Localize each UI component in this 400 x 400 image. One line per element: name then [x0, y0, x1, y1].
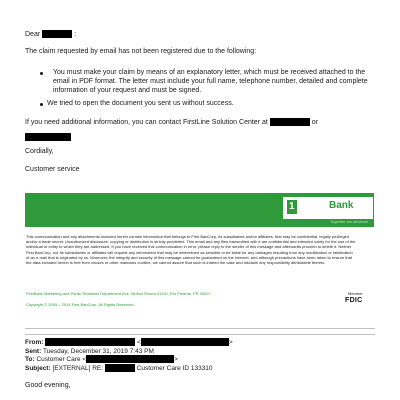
footer-copyright: Copyright © 2005 – 2015 First BanCorp. All Rights Reserved.: [26, 302, 135, 307]
from-label: From:: [25, 339, 44, 346]
redacted-name: [42, 30, 72, 38]
help-text: If you need additional information, you can contact FirstLine Solution Center at: [25, 119, 268, 126]
to-line: To: Customer Care < >: [25, 356, 178, 363]
greeting-line: Dear :: [25, 31, 77, 38]
bullet-dot: [40, 103, 43, 106]
subject-prefix: [EXTERNAL] RE:: [52, 365, 104, 372]
divider-top: [25, 328, 375, 329]
redacted-line: [25, 128, 71, 146]
logo-first: First: [301, 200, 323, 211]
sent-label: Sent:: [25, 348, 42, 355]
bullet-item-2: We tried to open the document you sent us without success.: [47, 100, 234, 107]
firstbank-banner: [25, 193, 374, 227]
redacted-phone: [270, 118, 310, 126]
help-or: or: [311, 119, 318, 126]
reply-greeting: Good evening,: [25, 382, 71, 389]
subject-suffix: Customer Care ID 133310: [136, 365, 213, 372]
help-line: [25, 118, 375, 127]
from-line: From: < >: [25, 339, 233, 346]
footer-address: FirstBank Marketing and Public Relations Department Ave. Muñoz Rivera #1130, Río Piedras, PR 00927.: [26, 291, 212, 296]
intro-text: The claim requested by email has not been registered due to the following:: [25, 48, 257, 55]
subject-line: [25, 364, 213, 373]
greeting-text: Dear: [25, 31, 41, 38]
divider-bottom: [25, 334, 375, 335]
fdic-logo: FDIC: [345, 297, 363, 304]
bullet-dot: [40, 72, 43, 75]
disclaimer-text: This communication and any attachments included herein contain information that belongs to First BanCorp, its subsidiaries and/or affiliates, that may be confidential, legally privileged and/or a trade secret. Unauthorized disclosure, copying or distribution is strictly prohibited. This email and any files transmitted with it are confidential and intended solely for the use of the individual or entity to which they are addressed. If you have received this communication in error, please reply to the sender of this message and afterwards proceed to delete it. Neither First BanCorp, nor its subsidiaries or affiliates will request any information that may be determined as sensible or be liable for any damages resulting from any modification or falsification of an e-mail that is originated by us. Moreover, the integrity and security of this message cannot be guaranteed on the Internet, and although precautions have been taken to ensure that the data included herein is free from viruses or other malicious content, we cannot assure that such is indeed the case and disclaim any responsibility attributable thereto.: [26, 234, 356, 266]
signature-text: Customer service: [25, 166, 80, 173]
to-label: To:: [25, 356, 35, 363]
fdic-member: Member: [348, 291, 363, 296]
redacted-subject: [105, 364, 135, 372]
redacted-from-email: [141, 338, 229, 346]
subject-label: Subject:: [25, 365, 51, 372]
banner-tagline: Together we advance: [330, 219, 369, 224]
closing-text: Cordially,: [25, 148, 54, 155]
logo-bank: Bank: [329, 200, 354, 211]
redacted-contact: [25, 133, 71, 141]
redacted-to-email: [86, 355, 174, 363]
bullet-item-1: You must make your claim by means of an explanatory letter, which must be received attached to the email in PDF format. The letter must include your full name, telephone number, detailed and complete information of your request and must be signed.: [53, 69, 368, 94]
sent-value: Tuesday, December 31, 2019 7:43 PM: [42, 348, 154, 355]
to-value: Customer Care <: [36, 356, 87, 363]
redacted-from-name: [45, 338, 135, 346]
logo-number: 1: [289, 201, 295, 212]
